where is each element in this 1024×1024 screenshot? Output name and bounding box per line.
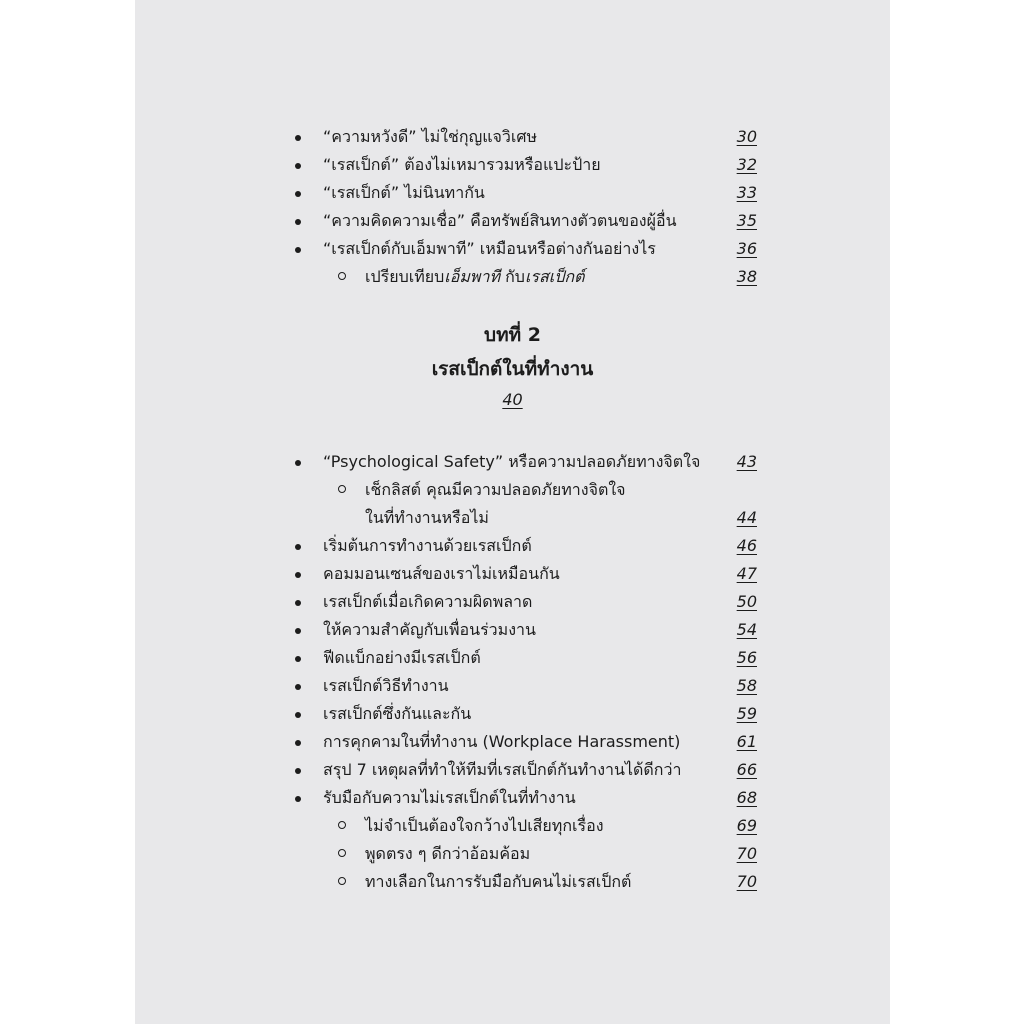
toc-page-number: 44: [736, 508, 757, 527]
toc-subentry: [135, 868, 890, 896]
bullet-icon: [295, 135, 301, 141]
toc-page-number: 70: [736, 872, 757, 891]
toc-entry: [135, 756, 890, 784]
bullet-icon: [295, 247, 301, 253]
toc-page-number: 66: [736, 760, 757, 779]
toc-entry-text: เช็กลิสต์ คุณมีความปลอดภัยทางจิตใจ: [365, 480, 626, 499]
bullet-icon: [295, 191, 301, 197]
toc-entry: [135, 784, 890, 812]
toc-entry-text: “ความหวังดี” ไม่ใช่กุญแจวิเศษ: [323, 127, 538, 146]
toc-page-number: 46: [736, 536, 757, 555]
toc-entry: [135, 235, 890, 263]
bullet-icon: [295, 460, 301, 466]
toc-entry-text: ฟีดแบ็กอย่างมีเรสเป็กต์: [323, 648, 481, 667]
circle-bullet-icon: [338, 849, 346, 857]
toc-entry-text: คอมมอนเซนส์ของเราไม่เหมือนกัน: [323, 564, 560, 583]
toc-entry-text: ไม่จำเป็นต้องใจกว้างไปเสียทุกเรื่อง: [365, 816, 604, 835]
toc-page-number: 30: [736, 127, 757, 146]
toc-entry-text: “เรสเป็กต์” ไม่นินทากัน: [323, 183, 485, 202]
toc-entry-text: ในที่ทำงานหรือไม่: [365, 508, 489, 527]
toc-entry-text: ทางเลือกในการรับมือกับคนไม่เรสเป็กต์: [365, 872, 632, 891]
circle-bullet-icon: [338, 877, 346, 885]
toc-entry-text: “ความคิดความเชื่อ” คือทรัพย์สินทางตัวตนของผู้อื่น: [323, 211, 677, 230]
chapter-title: เรสเป็กต์ในที่ทำงาน: [431, 358, 594, 380]
circle-bullet-icon: [338, 272, 346, 280]
bullet-icon: [295, 712, 301, 718]
toc-page-number: 36: [736, 239, 757, 258]
toc-entry-text: เริ่มต้นการทำงานด้วยเรสเป็กต์: [323, 536, 532, 555]
toc-page-number: 47: [736, 564, 757, 583]
toc-entry: [135, 532, 890, 560]
toc-page-number: 68: [736, 788, 757, 807]
bullet-icon: [295, 684, 301, 690]
toc-page-number: 61: [736, 732, 757, 751]
bullet-icon: [295, 768, 301, 774]
toc-entry: [135, 728, 890, 756]
toc-page-number: 35: [736, 211, 757, 230]
chapter-page-number: 40: [502, 390, 523, 409]
circle-bullet-icon: [338, 485, 346, 493]
toc-entry-text: “เรสเป็กต์” ต้องไม่เหมารวมหรือแปะป้าย: [323, 155, 601, 174]
toc-page-number: 69: [736, 816, 757, 835]
toc-subentry: [135, 263, 890, 291]
toc-page-number: 56: [736, 648, 757, 667]
toc-entry-text: พูดตรง ๆ ดีกว่าอ้อมค้อม: [365, 844, 531, 863]
toc-entry: [135, 644, 890, 672]
toc-subentry: [135, 504, 890, 532]
toc-entry: [135, 123, 890, 151]
toc-entry-text: เรสเป็กต์เมื่อเกิดความผิดพลาด: [323, 592, 533, 611]
toc-subentry: [135, 840, 890, 868]
toc-entry: [135, 448, 890, 476]
bullet-icon: [295, 163, 301, 169]
toc-entry: [135, 207, 890, 235]
bullet-icon: [295, 796, 301, 802]
toc-entry-text: เรสเป็กต์วิธีทำงาน: [323, 676, 449, 695]
toc-page-number: 58: [736, 676, 757, 695]
toc-entry-text: “เรสเป็กต์กับเอ็มพาที” เหมือนหรือต่างกันอย่างไร: [323, 239, 656, 258]
toc-entry: [135, 151, 890, 179]
toc-entry: [135, 672, 890, 700]
book-page: [135, 0, 890, 1024]
toc-entry: [135, 560, 890, 588]
toc-page-number: 33: [736, 183, 757, 202]
bullet-icon: [295, 628, 301, 634]
toc-entry: [135, 616, 890, 644]
toc-page-number: 54: [736, 620, 757, 639]
bullet-icon: [295, 544, 301, 550]
toc-subentry: [135, 476, 890, 504]
toc-page-number: 32: [736, 155, 757, 174]
toc-entry-text: การคุกคามในที่ทำงาน (Workplace Harassment): [323, 732, 681, 751]
toc-entry: [135, 588, 890, 616]
toc-page-number: 50: [736, 592, 757, 611]
circle-bullet-icon: [338, 821, 346, 829]
toc-page-number: 59: [736, 704, 757, 723]
bullet-icon: [295, 600, 301, 606]
toc-entry-text: สรุป 7 เหตุผลที่ทำให้ทีมที่เรสเป็กต์กันทำงานได้ดีกว่า: [323, 760, 682, 779]
toc-entry: [135, 179, 890, 207]
bullet-icon: [295, 656, 301, 662]
toc-page-number: 38: [736, 267, 757, 286]
bullet-icon: [295, 740, 301, 746]
bullet-icon: [295, 572, 301, 578]
toc-page-number: 70: [736, 844, 757, 863]
bullet-icon: [295, 219, 301, 225]
toc-entry-text: เรสเป็กต์ซึ่งกันและกัน: [323, 704, 472, 723]
toc-page-number: 43: [736, 452, 757, 471]
chapter-number: บทที่ 2: [484, 324, 541, 346]
toc-entry: [135, 700, 890, 728]
toc-entry-text: รับมือกับความไม่เรสเป็กต์ในที่ทำงาน: [323, 788, 576, 807]
toc-subentry: [135, 812, 890, 840]
toc-entry-text: เปรียบเทียบเอ็มพาที กับเรสเป็กต์: [365, 267, 585, 286]
toc-entry-text: ให้ความสำคัญกับเพื่อนร่วมงาน: [323, 620, 536, 639]
toc-entry-text: “Psychological Safety” หรือความปลอดภัยทางจิตใจ: [323, 452, 701, 471]
